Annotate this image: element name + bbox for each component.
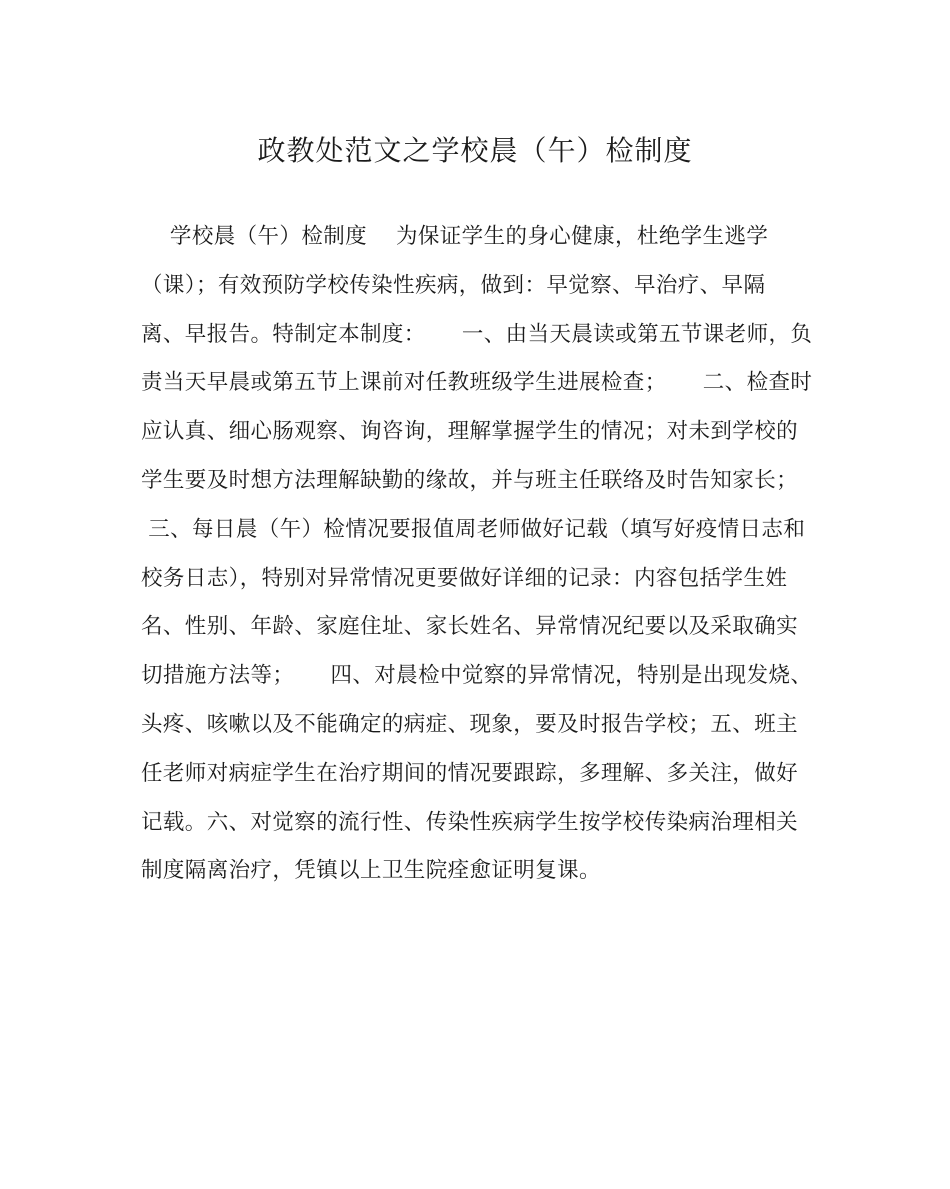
body-line: 任老师对病症学生在治疗期间的情况要跟踪，多理解、多关注，做好 bbox=[141, 760, 799, 786]
body-line: 学生要及时想方法理解缺勤的缘故，并与班主任联络及时告知家长； bbox=[141, 467, 799, 493]
document-title: 政教处范文之学校晨（午）检制度 bbox=[257, 134, 693, 167]
body-line: 三、每日晨（午）检情况要报值周老师做好记载（填写好疫情日志和 bbox=[141, 516, 806, 542]
body-line: 校务日志），特别对异常情况更要做好详细的记录：内容包括学生姓 bbox=[141, 565, 788, 591]
body-line: 应认真、细心肠观察、询咨询，理解掌握学生的情况；对未到学校的 bbox=[141, 419, 799, 445]
body-line: 名、性别、年龄、家庭住址、家长姓名、异常情况纪要以及采取确实 bbox=[141, 614, 799, 640]
body-line: 记载。六、对觉察的流行性、传染性疾病学生按学校传染病治理相关 bbox=[141, 809, 799, 835]
body-line: 头疼、咳嗽以及不能确定的病症、现象，要及时报告学校；五、班主 bbox=[141, 711, 799, 737]
body-line: 责当天早晨或第五节上课前对任教班级学生进展检查； 二、检查时 bbox=[141, 370, 813, 396]
body-line: 切措施方法等； 四、对晨检中觉察的异常情况，特别是出现发烧、 bbox=[141, 663, 813, 689]
document-body bbox=[141, 220, 811, 903]
body-line: 离、早报告。特制定本制度： 一、由当天晨读或第五节课老师，负 bbox=[141, 321, 813, 347]
body-line: 制度隔离治疗，凭镇以上卫生院痊愈证明复课。 bbox=[141, 858, 601, 884]
body-line: （课）；有效预防学校传染性疾病，做到：早觉察、早治疗、早隔 bbox=[141, 272, 766, 298]
body-line: 学校晨（午）检制度 为保证学生的身心健康，杜绝学生逃学 bbox=[141, 224, 769, 249]
